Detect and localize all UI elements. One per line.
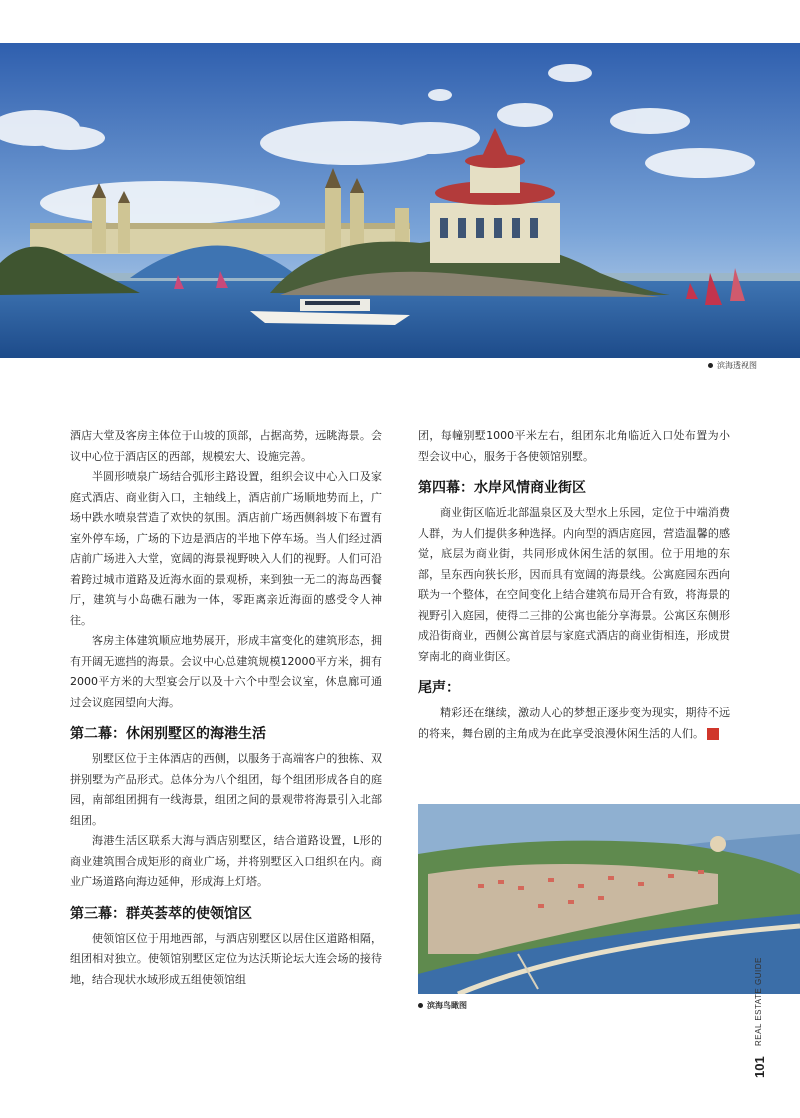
paragraph: 客房主体建筑顺应地势展开，形成丰富变化的建筑形态，拥有开阔无遮挡的海景。会议中心总建筑规模12000平方米，拥有2000平方米的大型宴会厅以及十六个中型会议室，休息廊可通过会议庭园望向大海。: [70, 634, 382, 709]
paragraph: 海港生活区联系大海与酒店别墅区，结合道路设置，L形的商业建筑围合成矩形的商业广场，并将别墅区入口组织在内。商业广场道路向海边延伸，形成海上灯塔。: [70, 834, 382, 888]
paragraph: 使领馆区位于用地西部，与酒店别墅区以居住区道路相隔，组团相对独立。使领馆别墅区定位为达沃斯论坛大连会场的接待地，结合现状水域形成五组使领馆组: [70, 931, 382, 986]
ending-text: 精彩还在继续，激动人心的梦想正逐步变为现实，期待不远的将来，舞台剧的主角成为在此享受浪漫休闲生活的人们。: [418, 706, 730, 740]
paragraph: [418, 703, 737, 744]
section-heading: 第四幕：水岸风情商业街区: [418, 480, 586, 496]
hero-caption: 滨海透视图: [708, 360, 757, 371]
paragraph: 酒店大堂及客房主体位于山坡的顶部，占据高势，远眺海景。会议中心位于酒店区的西部，规模宏大、设施完善。: [70, 429, 382, 463]
paragraph: 半圆形喷泉广场结合弧形主路设置，组织会议中心入口及家庭式酒店、商业街入口，主轴线上，酒店前广场顺地势而上，广场中跌水喷泉营造了欢快的氛围。酒店前广场西侧斜坡下布置有室外停车场，广场的下边是酒店的半地下停车场。当人们经过酒店前广场进入大堂，宽阔的海景视野映入人们的视野。人们可沿着跨过城市道路及近海水面的景观桥，来到独一无二的海岛西餐厅，建筑与小岛礁石融为一体，零距离亲近海面的感受令人神往。: [70, 470, 382, 627]
section-heading: 第三幕：群英荟萃的使领馆区: [70, 905, 252, 922]
aerial-caption: 滨海鸟瞰图: [418, 1000, 467, 1011]
bullet-dot-icon: [708, 363, 713, 368]
bullet-dot-icon: [418, 1003, 423, 1008]
right-column: [418, 426, 737, 744]
paragraph: 商业街区临近北部温泉区及大型水上乐园，定位于中端消费人群，为人们提供多种选择。内向型的酒店庭园，营造温馨的感觉，底层为商业街，共同形成休闲生活的氛围。位于用地的东部，呈东西向狭长形，因而具有宽阔的海景线。公寓庭园东西向联为一个整体，在空间变化上结合建筑布局开合有致，将海景的视野引入庭园，使得二三排的公寓也能分享海景。公寓区东侧形成沿街商业，西侧公寓首层与家庭式酒店的商业街相连，形成贯穿南北的商业街区。: [418, 506, 730, 663]
section-heading: 尾声：: [418, 680, 460, 696]
aerial-illustration: [418, 804, 800, 994]
end-mark-icon: 写: [707, 728, 719, 740]
paragraph: 别墅区位于主体酒店的西侧，以服务于高端客户的独栋、双拼别墅为产品形式。总体分为八个组团，每个组团形成各自的庭园，南部组团拥有一线海景，组团之间的景观带将海景引入北部组团。: [70, 752, 382, 827]
section-heading: 第二幕：休闲别墅区的海港生活: [70, 726, 266, 742]
page-number: 101: [752, 1056, 767, 1078]
left-column: [70, 426, 382, 990]
journal-name: REAL ESTATE GUIDE: [754, 957, 763, 1046]
page-footer-vertical: [752, 957, 768, 1078]
paragraph: 团，每幢别墅1000平米左右，组团东北角临近入口处布置为小型会议中心，服务于各使领馆别墅。: [418, 429, 730, 463]
hero-illustration: [0, 43, 800, 358]
